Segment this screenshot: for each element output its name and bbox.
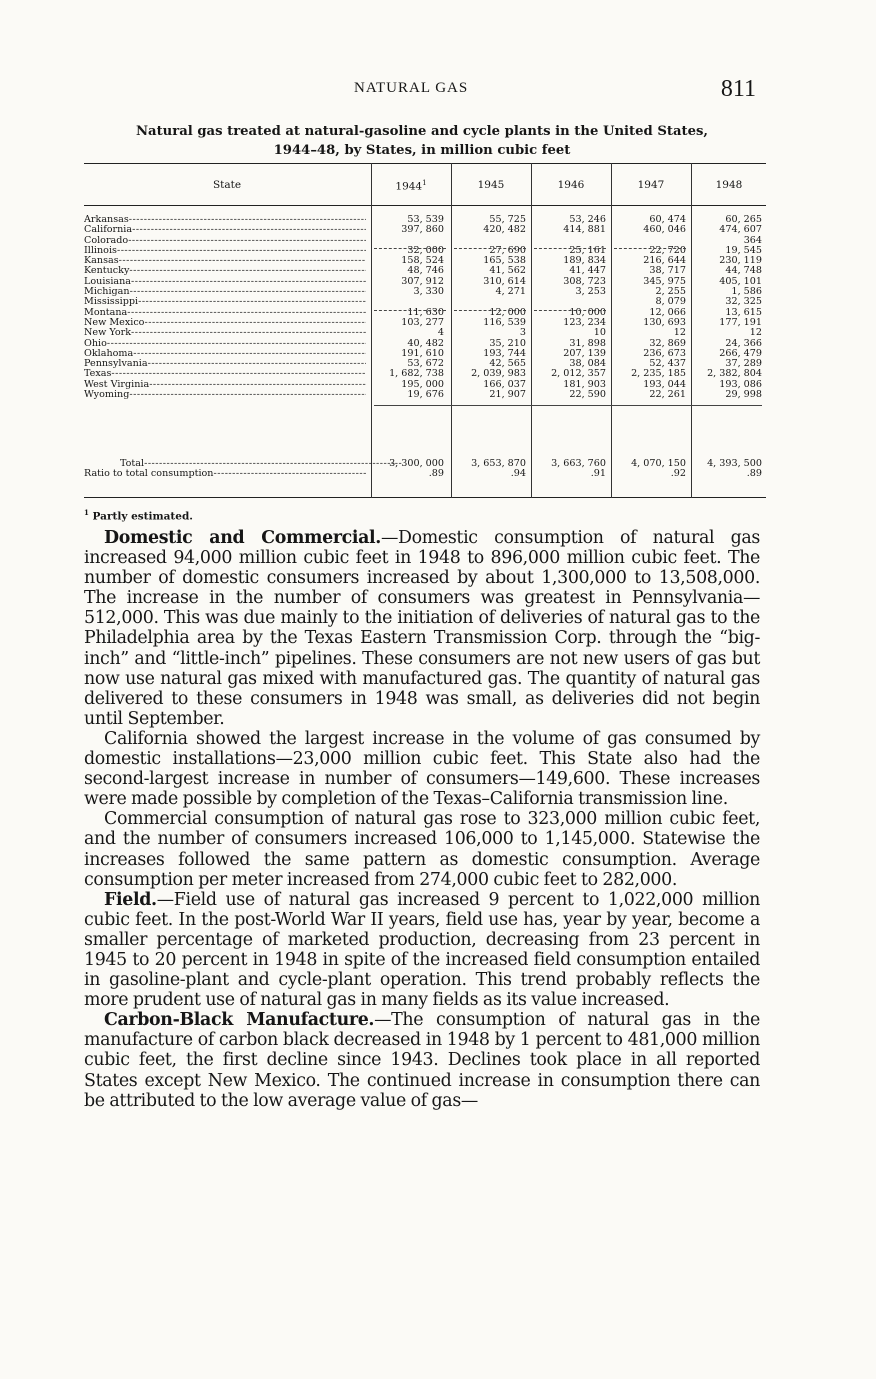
table-cell: 195, 000 [401, 378, 444, 390]
table-cell: 19, 676 [407, 389, 444, 401]
table-cell: 191, 610 [401, 347, 444, 359]
table-cell: 165, 538 [483, 255, 526, 267]
state-name: Mississippi ----- [84, 297, 366, 307]
table-cell: 193, 744 [483, 347, 526, 359]
table-cell: 25, 161 [569, 244, 606, 256]
table-cell: 38, 717 [649, 265, 686, 277]
table-row [84, 225, 766, 235]
table-cell: 44, 748 [725, 265, 762, 277]
table-cell: 13, 615 [725, 306, 762, 318]
table-cell: 2, 235, 185 [631, 368, 686, 380]
state-name: Colorado ----- [84, 236, 366, 246]
table-cell: 12, 000 [489, 306, 526, 318]
state-name: New York ----- [84, 328, 366, 338]
total-value: 4, 070, 150 [631, 458, 686, 469]
table-cell: 22, 261 [649, 389, 686, 401]
state-name: Kansas ----- [84, 256, 366, 266]
table-cell: 41, 562 [489, 265, 526, 277]
table-cell: 207, 139 [563, 347, 606, 359]
table-cell: 364 [743, 234, 762, 246]
table-cell: 420, 482 [483, 224, 526, 236]
table-cell: 1, 682, 738 [389, 368, 444, 380]
state-name: New Mexico ----- [84, 318, 366, 328]
table-dash-rule [374, 248, 446, 249]
table-totals [84, 459, 766, 480]
table-cell: 216, 644 [643, 255, 686, 267]
table-cell: 345, 975 [643, 275, 686, 287]
footnote-marker: 1 [84, 508, 89, 517]
table-cell: 22, 590 [569, 389, 606, 401]
table-cell: 19, 545 [725, 244, 762, 256]
table-cell: 414, 881 [563, 224, 606, 236]
table-cell: 12 [673, 327, 686, 339]
state-name: Ohio ----- [84, 339, 366, 349]
table-cell: 12 [749, 327, 762, 339]
table-row [84, 318, 766, 328]
table-cell: 193, 044 [643, 378, 686, 390]
table-cell: 405, 101 [719, 275, 762, 287]
table-cell: 40, 482 [407, 337, 444, 349]
paragraph-carbon-black [84, 1010, 760, 1110]
total-value: 4, 393, 500 [707, 458, 762, 469]
table-cell: 32, 000 [407, 244, 444, 256]
column-header-1944-label: 1944 [395, 180, 423, 193]
table-cell: 123, 234 [563, 316, 606, 328]
table-cell: 10, 000 [569, 306, 606, 318]
table-cell: 397, 860 [401, 224, 444, 236]
table-cell: 158, 524 [401, 255, 444, 267]
table-cell: 48, 746 [407, 265, 444, 277]
ratio-value: .92 [670, 468, 686, 480]
table-cell: 32, 325 [725, 296, 762, 308]
table-cell: 53, 246 [569, 214, 606, 225]
table-cell: 266, 479 [719, 347, 762, 359]
paragraph-commercial: Commercial consumption of natural gas rose to 323,000 million cubic feet, and the number of consumers increased 106,000 to 1,145,000. Statewise the increases followed the same pattern as domestic consumption. Average consumption per meter increased from 274,000 cubic feet to 282,000. [84, 809, 760, 890]
table-cell: 11, 630 [407, 306, 444, 318]
section-heading-domestic: Domestic and Commercial. [104, 528, 382, 548]
table-cell: 3 [519, 327, 526, 339]
table-cell: 10 [593, 327, 606, 339]
table-cell: 21, 907 [489, 389, 526, 401]
running-head-title: NATURAL GAS [354, 80, 469, 96]
table-cell: 38, 084 [569, 358, 606, 370]
table-cell: 166, 037 [483, 378, 526, 390]
running-head [84, 76, 760, 102]
table-cell: 12, 066 [649, 306, 686, 318]
table-top-rule [84, 163, 766, 164]
total-value: 3, 653, 870 [471, 458, 526, 469]
table-cell: 2, 012, 357 [551, 368, 606, 380]
table-cell: 52, 437 [649, 358, 686, 370]
table-cell: 55, 725 [489, 214, 526, 225]
gas-table [84, 163, 766, 499]
table-cell: 4, 271 [495, 286, 526, 298]
column-header-1946: 1946 [557, 179, 585, 191]
table-cell: 130, 693 [643, 316, 686, 328]
footnote-text: Partly estimated. [92, 510, 193, 523]
table-cell: 307, 912 [401, 275, 444, 287]
table-body [84, 215, 766, 400]
table-cell: 116, 539 [483, 316, 526, 328]
state-name: Illinois ----- [84, 246, 366, 256]
table-row [84, 390, 766, 400]
table-cell: 29, 998 [725, 389, 762, 401]
table-cell: 177, 191 [719, 316, 762, 328]
table-dash-rule [534, 310, 606, 311]
ratio-label: Ratio to total consumption ----- [84, 469, 366, 479]
table-title-line-1: Natural gas treated at natural-gasoline and cycle plants in the United States, [135, 124, 709, 139]
table-cell: 2, 382, 804 [707, 368, 762, 380]
table-cell: 193, 086 [719, 378, 762, 390]
ratio-value: .89 [428, 468, 444, 480]
footnote-mark: 1 [422, 179, 427, 187]
table-cell: 37, 289 [725, 358, 762, 370]
section-heading-carbon-black: Carbon-Black Manufacture. [104, 1010, 375, 1031]
total-row [84, 459, 766, 469]
table-cell: 236, 673 [643, 347, 686, 359]
total-label: Total ----- [84, 459, 402, 469]
state-name: Texas ----- [84, 369, 366, 379]
table-cell: 32, 869 [649, 337, 686, 349]
paragraph-text: —Field use of natural gas increased 9 percent to 1,022,000 million cubic feet. In the post-World War II years, field use has, year by year, become a smaller percentage of marketed production, decreasing from 23 percent in 1945 to 20 percent in 1948 in spite of the increased field consumption entailed in gasoline-plant and cycle-plant operation. This trend probably reflects the more prudent use of natural gas in many fields as its value increased. [84, 889, 760, 1011]
state-name: Arkansas ----- [84, 215, 366, 225]
column-header-1945: 1945 [477, 179, 505, 191]
state-name: California ----- [84, 225, 366, 235]
table-cell: 8, 079 [655, 296, 686, 308]
table-cell: 310, 614 [483, 275, 526, 287]
state-name: Louisiana ----- [84, 277, 366, 287]
column-header-1948: 1948 [715, 179, 743, 191]
table-cell: 35, 210 [489, 337, 526, 349]
state-name: Pennsylvania ----- [84, 359, 366, 369]
body-text [84, 528, 760, 1111]
paragraph-california: California showed the largest increase in the volume of gas consumed by domestic installations—23,000 million cubic feet. This State also had the second-largest increase in number of consumers—149,600. These increases were made possible by completion of the Texas–California transmission line. [84, 728, 760, 810]
table-dash-rule [534, 248, 606, 249]
table-footnote [84, 508, 193, 523]
table-cell: 181, 903 [563, 378, 606, 390]
column-header-1944 [372, 179, 450, 193]
table-cell: 230, 119 [719, 255, 762, 267]
table-cell: 308, 723 [563, 275, 606, 287]
table-dash-rule [614, 248, 686, 249]
table-title-line-2: 1944–48, by States, in million cubic feet [273, 143, 571, 158]
ratio-value: .89 [746, 468, 762, 480]
state-name: Oklahoma ----- [84, 349, 366, 359]
table-cell: 3, 330 [413, 286, 444, 298]
table-cell: 2, 255 [655, 286, 686, 298]
table-cell: 1, 586 [731, 286, 762, 298]
state-name: Kentucky ----- [84, 266, 366, 276]
section-heading-field: Field. [104, 889, 157, 910]
table-cell: 53, 539 [407, 214, 444, 225]
column-header-state: State [212, 179, 242, 191]
state-name: Wyoming ----- [84, 390, 366, 400]
page-number: 811 [720, 76, 756, 102]
total-value: 3, 663, 760 [551, 458, 606, 469]
table-cell: 60, 474 [649, 214, 686, 225]
column-header-1947: 1947 [637, 179, 665, 191]
table-cell: 4 [437, 327, 444, 339]
state-name: West Virginia ----- [84, 380, 366, 390]
table-cell: 22, 720 [649, 244, 686, 256]
table-cell: 103, 277 [401, 316, 444, 328]
table-title [84, 122, 760, 160]
table-cell: 42, 565 [489, 358, 526, 370]
total-value: 3, 300, 000 [389, 458, 444, 469]
state-name: Michigan ----- [84, 287, 366, 297]
paragraph-text: —The consumption of natural gas in the manufacture of carbon black decreased in 1948 by 1 percent to 481,000 million cubic feet, the first decline since 1943. Declines took place in all reported States except New Mexico. The continued increase in consumption there can be attributed to the low average value of gas— [84, 1010, 760, 1111]
ratio-row [84, 469, 766, 479]
ratio-value: .91 [590, 468, 606, 480]
table-dash-rule [454, 310, 526, 311]
paragraph-domestic-commercial [84, 528, 760, 729]
table-cell: 460, 046 [643, 224, 686, 236]
table-cell: 53, 672 [407, 358, 444, 370]
table-cell: 189, 834 [563, 255, 606, 267]
state-name: Montana ----- [84, 308, 366, 318]
table-header-rule [84, 205, 766, 206]
table-dash-rule [374, 310, 446, 311]
table-dash-rule [454, 248, 526, 249]
table-cell: 27, 690 [489, 244, 526, 256]
table-cell: 60, 265 [725, 214, 762, 225]
table-cell: 3, 253 [575, 286, 606, 298]
table-cell: 41, 447 [569, 265, 606, 277]
totals-rule [374, 405, 762, 406]
ratio-value: .94 [510, 468, 526, 480]
table-cell: 24, 366 [725, 337, 762, 349]
table-cell: 474, 607 [719, 224, 762, 236]
table-bottom-rule [84, 497, 766, 498]
paragraph-text: —Domestic consumption of natural gas increased 94,000 million cubic feet in 1948 to 896,000 million cubic feet. The number of domestic consumers increased by about 1,300,000 to 13,508,000. The increase in the number of consumers was greatest in Pennsylvania—512,000. This was due mainly to the initiation of deliveries of natural gas to the Philadelphia area by the Texas Eastern Transmission Corp. through the “big-inch” and “little-inch” pipelines. These consumers are not new users of gas but now use natural gas mixed with manufactured gas. The quantity of natural gas delivered to these consumers in 1948 was small, as deliveries did not begin until September. [84, 528, 760, 729]
paragraph-field [84, 890, 760, 1011]
table-cell: 31, 898 [569, 337, 606, 349]
table-cell: 2, 039, 983 [471, 368, 526, 380]
